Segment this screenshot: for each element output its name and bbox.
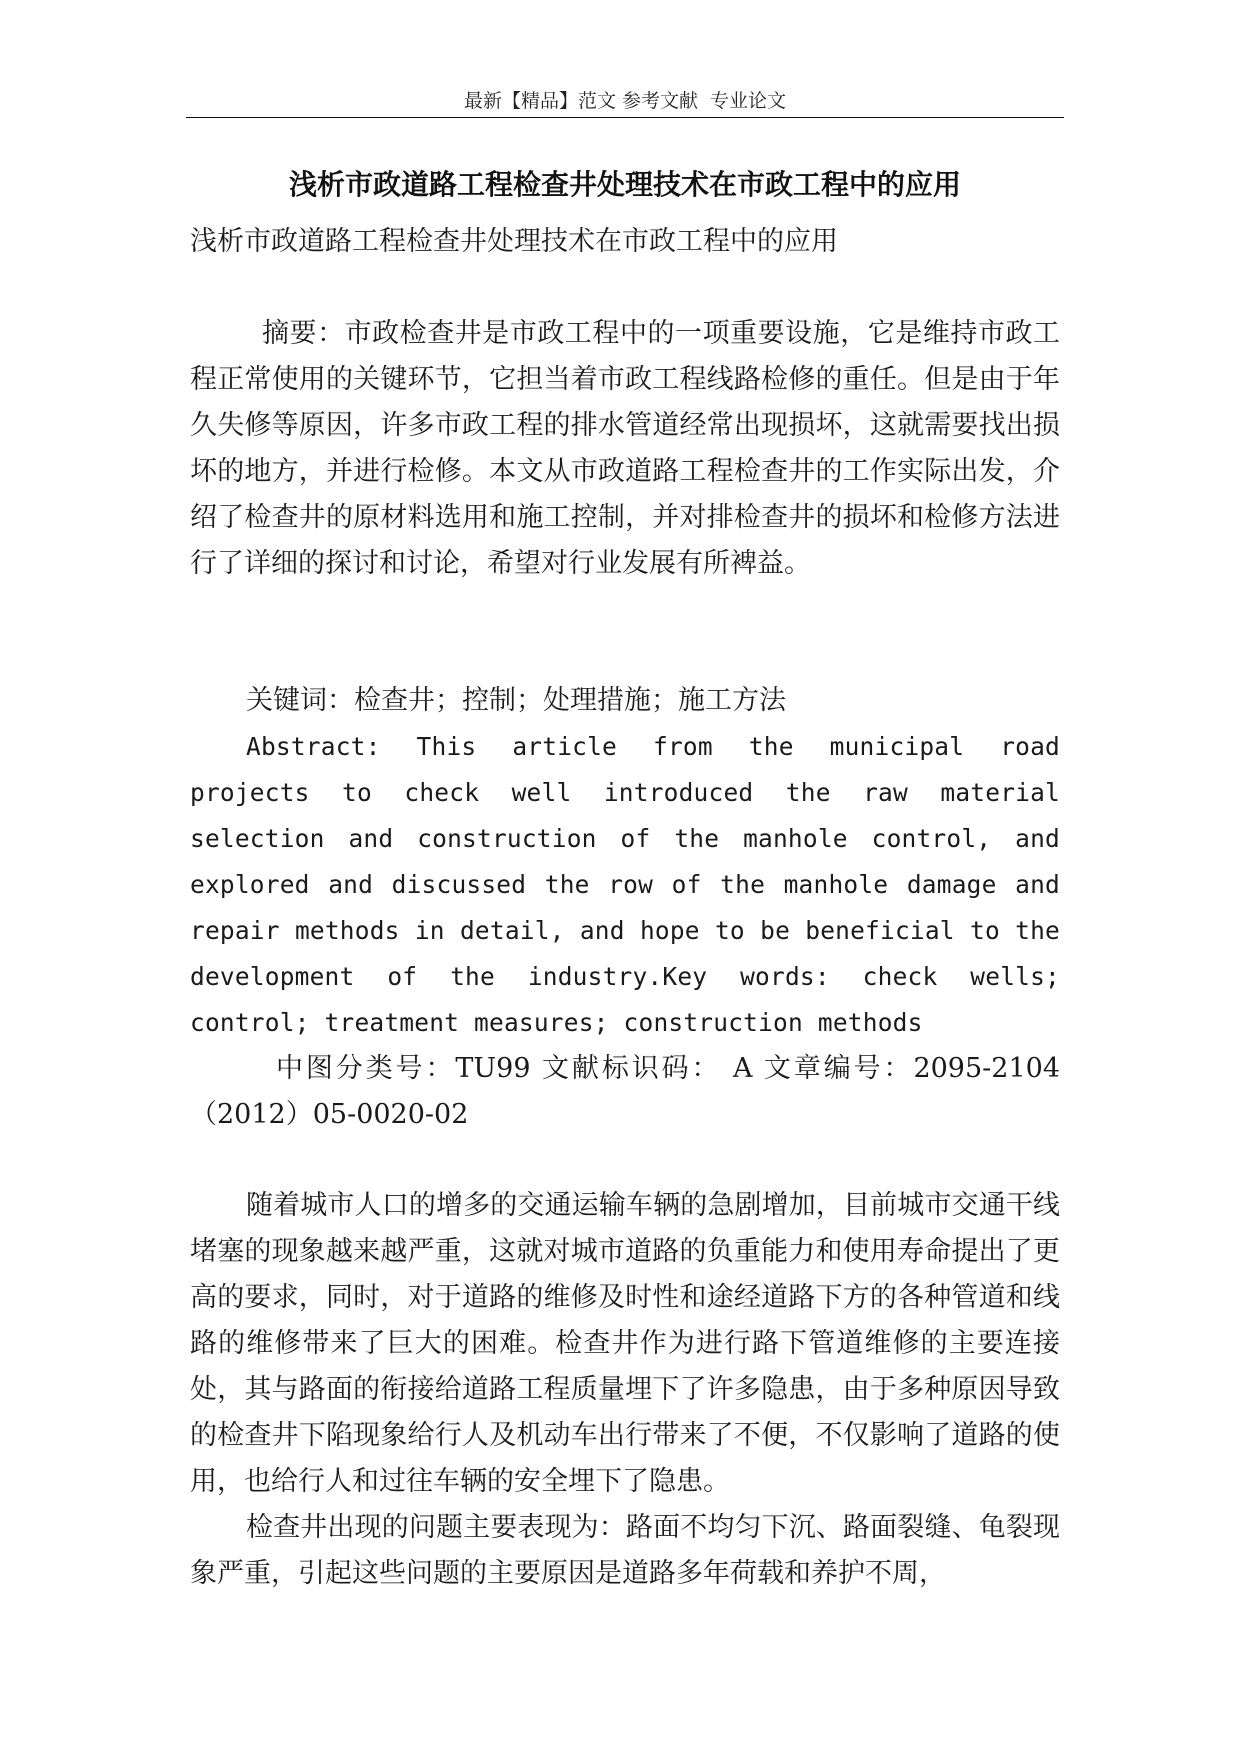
body-paragraph: 检查井出现的问题主要表现为：路面不均匀下沉、路面裂缝、龟裂现象严重，引起这些问题的主要原因是道路多年荷载和养护不周，	[190, 1512, 1060, 1589]
abstract-chinese: 摘要：市政检查井是市政工程中的一项重要设施，它是维持市政工程正常使用的关键环节，它担当着市政工程线路检修的重任。但是由于年久失修等原因，许多市政工程的排水管道经常出现损坏，这就需要找出损坏的地方，并进行检修。本文从市政道路工程检查井的工作实际出发，介绍了检查井的原材料选用和施工控制，并对排检查井的损坏和检修方法进行了详细的探讨和讨论，希望对行业发展有所裨益。	[190, 318, 1060, 579]
document-subtitle: 浅析市政道路工程检查井处理技术在市政工程中的应用	[190, 226, 838, 257]
abstract-english: Abstract: This article from the municipal road projects to check well introduced the raw material selection and construction of the manhole control, and explored and discussed the row of the manhole damage and repair methods in detail, and hope to be beneficial to the development of the industry.Key words: check wells; control; treatment measures; construction methods	[190, 732, 1060, 1037]
classification-line: 中图分类号：TU99 文献标识码： A 文章编号：2095-2104（2012）05-0020-02	[190, 1053, 1060, 1130]
running-header: 最新【精品】范文 参考文献 专业论文	[463, 90, 787, 112]
header-divider	[186, 117, 1064, 118]
document-title: 浅析市政道路工程检查井处理技术在市政工程中的应用	[288, 168, 961, 201]
keywords-line: 关键词：检查井；控制；处理措施；施工方法	[246, 685, 786, 716]
body-paragraph: 随着城市人口的增多的交通运输车辆的急剧增加，目前城市交通干线堵塞的现象越来越严重，这就对城市道路的负重能力和使用寿命提出了更高的要求，同时，对于道路的维修及时性和途经道路下方的各种管道和线路的维修带来了巨大的困难。检查井作为进行路下管道维修的主要连接处，其与路面的衔接给道路工程质量埋下了许多隐患，由于多种原因导致的检查井下陷现象给行人及机动车出行带来了不便，不仅影响了道路的使用，也给行人和过往车辆的安全埋下了隐患。	[190, 1190, 1060, 1497]
